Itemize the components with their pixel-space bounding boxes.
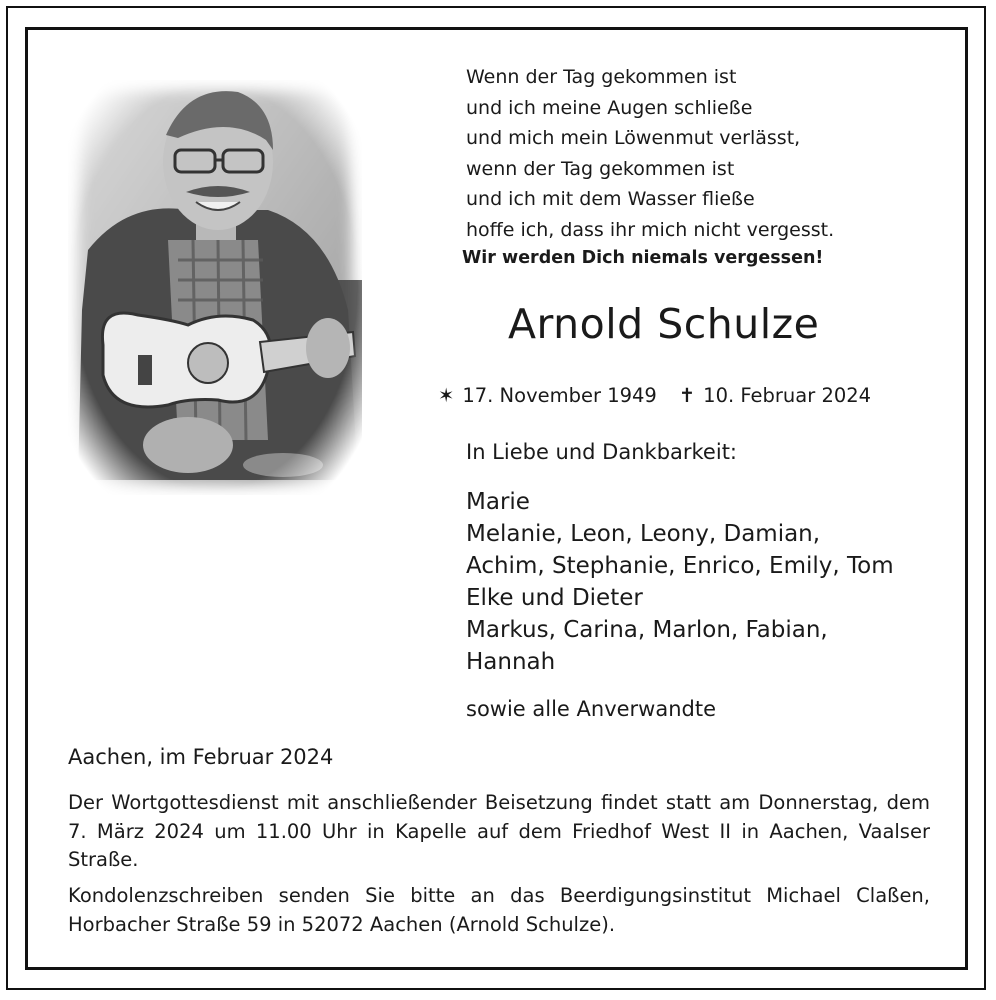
family-line: Markus, Carina, Marlon, Fabian, [466, 617, 828, 643]
family-line: Marie [466, 489, 530, 515]
poem-line: und ich meine Augen schließe [466, 96, 753, 119]
service-info: Der Wortgottesdienst mit anschließender Beisetzung findet statt am Donnerstag, dem 7. März 2024 um 11.00 Uhr in Kapelle auf dem Friedhof West II in Aachen, Vaalser Straße. [68, 791, 930, 871]
poem-line: hoffe ich, dass ihr mich nicht vergesst. [466, 218, 835, 241]
poem-line: und mich mein Löwenmut verlässt, [466, 127, 801, 149]
birth-star-icon: ✶ [438, 384, 455, 407]
place-date: Aachen, im Februar 2024 [68, 745, 334, 769]
condolence-info: Kondolenzschreiben senden Sie bitte an das Beerdigungsinstitut Michael Claßen, Horbacher Straße 59 in 52072 Aachen (Arnold Schulze). [68, 884, 930, 936]
family-line: Achim, Stephanie, Enrico, Emily, Tom [466, 553, 894, 579]
family-line: Elke und Dieter [466, 585, 643, 611]
family-list [466, 486, 894, 678]
death-date: 10. Februar 2024 [703, 384, 872, 407]
portrait-photo [68, 80, 362, 495]
poem-line: und ich mit dem Wasser fließe [466, 188, 755, 210]
life-dates [438, 384, 871, 407]
dedication: In Liebe und Dankbarkeit: [466, 440, 738, 464]
family-line: Melanie, Leon, Leony, Damian, [466, 521, 821, 547]
poem [466, 62, 834, 245]
poem-line: wenn der Tag gekommen ist [466, 157, 735, 180]
birth-date: 17. November 1949 [462, 384, 657, 407]
deceased-name: Arnold Schulze [508, 300, 820, 348]
poem-line: Wenn der Tag gekommen ist [466, 66, 737, 88]
family-line: Hannah [466, 649, 556, 675]
death-cross-icon: ✝ [678, 384, 696, 407]
motto: Wir werden Dich niemals vergessen! [462, 248, 824, 268]
relatives: sowie alle Anverwandte [466, 697, 717, 721]
